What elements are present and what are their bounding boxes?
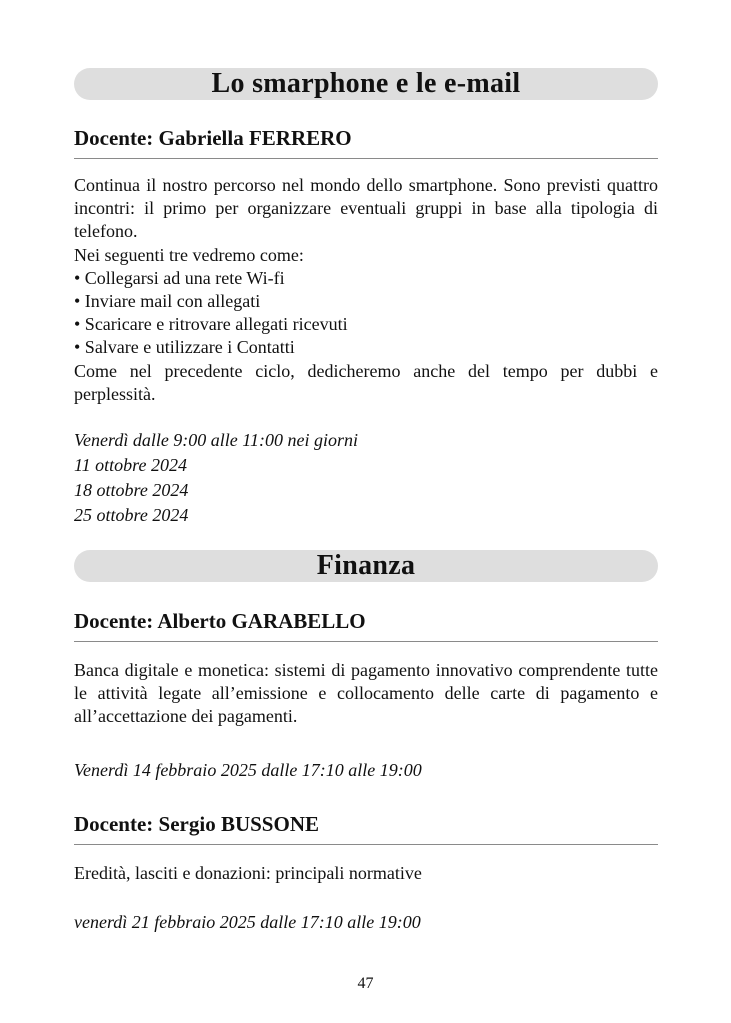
- description-paragraph: Banca digitale e monetica: sistemi di pagamento innovativo comprendente tutte le attività legate all’emissione e collocamento delle carte di pagamento e all’accettazione dei pagamenti.: [74, 660, 658, 727]
- schedule-date: 18 ottobre 2024: [74, 480, 189, 500]
- schedule-date: 25 ottobre 2024: [74, 505, 189, 525]
- list-intro: Nei seguenti tre vedremo come:: [74, 244, 304, 265]
- schedule: [74, 428, 658, 528]
- teacher-heading: Docente: Gabriella FERRERO: [74, 126, 658, 159]
- list-item: • Salvare e utilizzare i Contatti: [74, 337, 295, 358]
- list-item: • Inviare mail con allegati: [74, 291, 261, 312]
- teacher-heading: Docente: Alberto GARABELLO: [74, 609, 658, 642]
- schedule-line: venerdì 21 febbraio 2025 dalle 17:10 alle 19:00: [74, 912, 421, 932]
- teacher-heading: Docente: Sergio BUSSONE: [74, 812, 658, 845]
- description-paragraph: Eredità, lasciti e donazioni: principali normative: [74, 863, 422, 883]
- page-number: 47: [357, 975, 374, 992]
- course-description: [74, 174, 658, 406]
- section-title: Finanza: [316, 550, 416, 581]
- schedule-line: Venerdì dalle 9:00 alle 11:00 nei giorni: [74, 430, 358, 450]
- schedule-date: 11 ottobre 2024: [74, 455, 187, 475]
- course-description: [74, 659, 658, 729]
- intro-paragraph: Continua il nostro percorso nel mondo dello smartphone. Sono previsti quattro incontri: il primo per organizzare eventuali gruppi in base alla tipologia di telefono.: [74, 175, 658, 242]
- section-title: Lo smarphone e le e-mail: [211, 68, 521, 99]
- list-item: • Scaricare e ritrovare allegati ricevuti: [74, 314, 348, 335]
- schedule: [74, 758, 658, 783]
- section-header-smartphone: [74, 68, 658, 100]
- course-description: [74, 862, 658, 885]
- section-header-finanza: [74, 550, 658, 582]
- schedule: [74, 910, 658, 935]
- closing-paragraph: Come nel precedente ciclo, dedicheremo anche del tempo per dubbi e perplessità.: [74, 360, 658, 404]
- list-item: • Collegarsi ad una rete Wi-fi: [74, 267, 285, 288]
- schedule-line: Venerdì 14 febbraio 2025 dalle 17:10 alle 19:00: [74, 760, 422, 780]
